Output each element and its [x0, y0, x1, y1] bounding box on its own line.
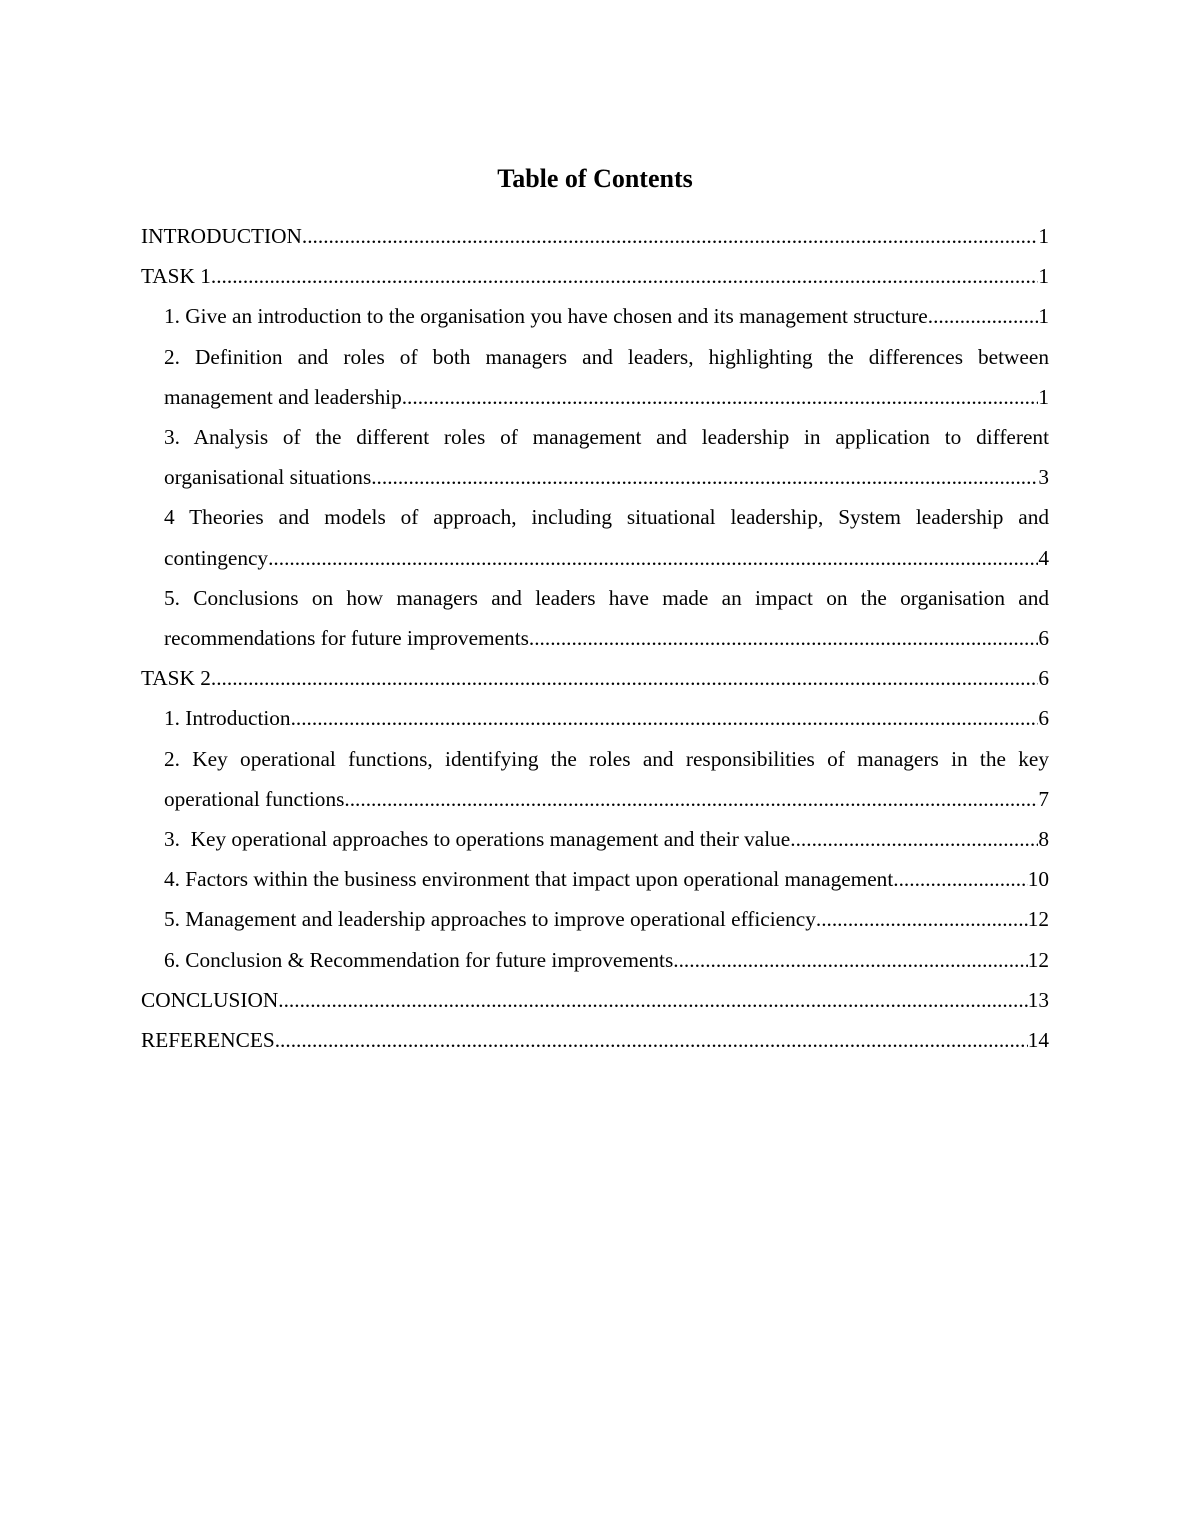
toc-entry-text: REFERENCES [141, 1028, 275, 1053]
toc-entry-task-2-item-6[interactable] [164, 940, 1049, 980]
toc-entry-task-1-item-4[interactable] [164, 497, 1049, 577]
toc-entry-text: INTRODUCTION [141, 224, 302, 248]
toc-entry-text: CONCLUSION [141, 987, 279, 1012]
dot-leader [278, 980, 1027, 1020]
dot-leader [893, 859, 1027, 899]
toc-entry-text-line2: contingency [164, 545, 269, 570]
dot-leader [211, 658, 1038, 698]
toc-entry-text: 5. Management and leadership approaches to improve operational efficiency [164, 907, 816, 932]
toc-entry-task-2-item-5[interactable] [164, 899, 1049, 939]
dot-leader [673, 940, 1027, 980]
toc-entry-text: 3. Key operational approaches to operations management and their value [164, 827, 791, 852]
dot-leader [928, 296, 1039, 336]
dot-leader [529, 618, 1038, 658]
toc-page-number: 6 [1038, 666, 1049, 691]
toc-entry-task-1-item-5[interactable] [164, 578, 1049, 658]
toc-entry-text: 6. Conclusion & Recommendation for future improvements [164, 947, 674, 972]
toc-page-number: 1 [1038, 224, 1049, 248]
table-of-contents [141, 216, 1049, 1060]
toc-entry-task-2-item-2[interactable] [164, 739, 1049, 819]
toc-page-number: 10 [1027, 867, 1049, 892]
toc-entry-references[interactable] [141, 1020, 1049, 1060]
toc-entry-text: 4. Factors within the business environment that impact upon operational management [164, 867, 894, 892]
toc-entry-text-line1: 5. Conclusions on how managers and leaders have made an impact on the organisation and [164, 585, 1049, 610]
toc-entry-task-2[interactable] [141, 658, 1049, 698]
toc-entry-text-line2: recommendations for future improvements [164, 626, 529, 651]
toc-entry-text: 1. Give an introduction to the organisation you have chosen and its management structure [164, 304, 928, 329]
toc-entry-text-line1: 4 Theories and models of approach, including situational leadership, System leadership and [164, 505, 1049, 530]
toc-entry-text: TASK 1 [141, 264, 211, 289]
dot-leader [268, 538, 1038, 578]
dot-leader [402, 377, 1039, 417]
dot-leader [302, 216, 1038, 256]
toc-entry-text-line2: management and leadership [164, 384, 402, 409]
toc-entry-task-1-item-2[interactable] [164, 337, 1049, 417]
dot-leader [790, 819, 1038, 859]
toc-title: Table of Contents [497, 164, 693, 193]
toc-entry-text-line1: 2. Key operational functions, identifying the roles and responsibilities of managers in the key [164, 746, 1049, 771]
toc-page-number: 14 [1027, 1028, 1049, 1053]
toc-page-number: 1 [1038, 264, 1049, 289]
toc-page-number: 13 [1027, 987, 1049, 1012]
toc-page-number: 3 [1038, 465, 1049, 490]
toc-entry-text: TASK 2 [141, 666, 211, 691]
toc-entry-task-2-item-1[interactable] [164, 698, 1049, 738]
toc-page-number: 12 [1027, 907, 1049, 932]
dot-leader [275, 1020, 1028, 1060]
dot-leader [291, 698, 1039, 738]
toc-entry-task-1-item-3[interactable] [164, 417, 1049, 497]
dot-leader [344, 779, 1038, 819]
toc-page-number: 12 [1027, 947, 1049, 972]
toc-entry-text-line1: 3. Analysis of the different roles of management and leadership in application to different [164, 425, 1049, 450]
toc-page-number: 1 [1038, 384, 1049, 409]
toc-page-number: 4 [1038, 545, 1049, 570]
toc-entry-conclusion[interactable] [141, 980, 1049, 1020]
toc-entry-text-line2: organisational situations [164, 465, 372, 490]
toc-page-number: 6 [1038, 706, 1049, 731]
dot-leader [211, 256, 1038, 296]
toc-page-number: 1 [1038, 304, 1049, 329]
toc-page-number: 6 [1038, 626, 1049, 651]
toc-entry-task-2-item-4[interactable] [164, 859, 1049, 899]
dot-leader [371, 457, 1038, 497]
toc-page-number: 8 [1038, 827, 1049, 852]
toc-entry-task-2-item-3[interactable] [164, 819, 1049, 859]
toc-entry-text-line2: operational functions [164, 786, 345, 811]
dot-leader [816, 899, 1028, 939]
toc-entry-task-1-item-1[interactable] [164, 296, 1049, 336]
toc-entry-task-1[interactable] [141, 256, 1049, 296]
toc-entry-text-line1: 2. Definition and roles of both managers and leaders, highlighting the differences between [164, 344, 1049, 369]
toc-page-number: 7 [1038, 786, 1049, 811]
toc-entry-text: 1. Introduction [164, 706, 291, 731]
toc-entry-introduction[interactable] [141, 216, 1049, 256]
